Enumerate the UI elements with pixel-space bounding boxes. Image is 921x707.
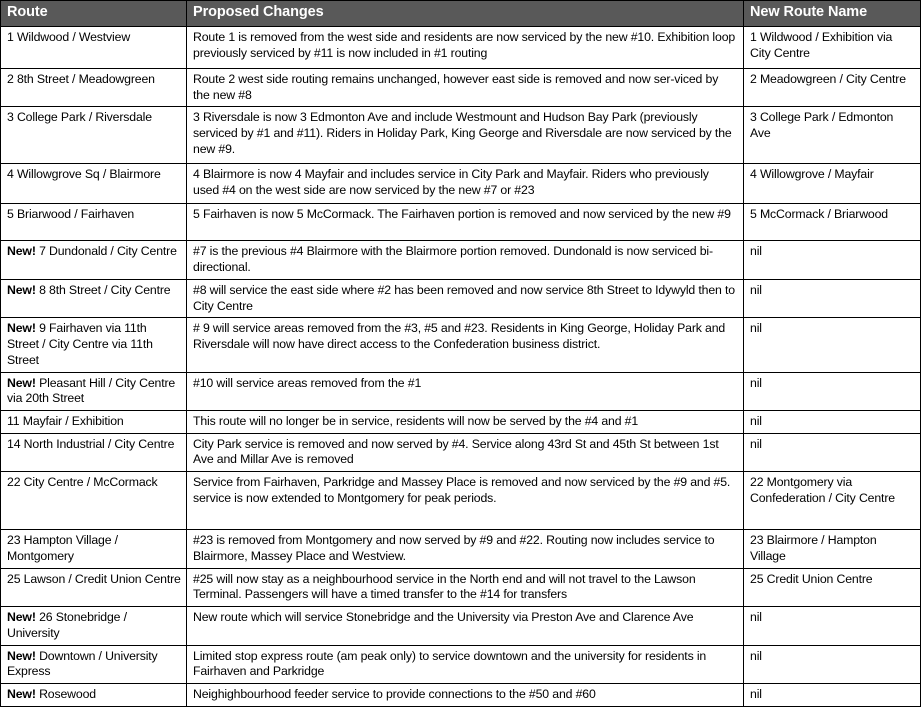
route-cell bbox=[1, 372, 187, 410]
new-route-badge: New! bbox=[7, 687, 36, 702]
table-row bbox=[1, 684, 921, 707]
table-row bbox=[1, 68, 921, 106]
route-name: 1 Wildwood / Westview bbox=[7, 29, 131, 44]
proposed-changes-cell: #7 is the previous #4 Blairmore with the Blairmore portion removed. Dundonald is now serviced bi-directional. bbox=[187, 241, 744, 279]
route-cell bbox=[1, 530, 187, 568]
route-name: 5 Briarwood / Fairhaven bbox=[7, 207, 135, 222]
new-route-name-cell: nil bbox=[744, 645, 921, 683]
proposed-changes-cell: This route will no longer be in service, residents will now be served by the #4 and #1 bbox=[187, 411, 744, 434]
new-route-name-cell: 1 Wildwood / Exhibition via City Centre bbox=[744, 26, 921, 68]
route-name: 26 Stonebridge / University bbox=[7, 610, 127, 640]
new-route-name-cell: 23 Blairmore / Hampton Village bbox=[744, 530, 921, 568]
route-cell bbox=[1, 279, 187, 317]
table-row bbox=[1, 607, 921, 645]
route-cell bbox=[1, 607, 187, 645]
proposed-changes-cell: #23 is removed from Montgomery and now served by #9 and #22. Routing now includes service to Blairmore, Massey Place and Westview. bbox=[187, 530, 744, 568]
proposed-changes-cell: New route which will service Stonebridge and the University via Preston Ave and Clarence Ave bbox=[187, 607, 744, 645]
route-name: 7 Dundonald / City Centre bbox=[39, 244, 177, 259]
proposed-changes-cell: Service from Fairhaven, Parkridge and Massey Place is removed and now serviced by the #9 and #5. service is now extended to Montgomery for peak periods. bbox=[187, 472, 744, 530]
column-header-new-route-name: New Route Name bbox=[744, 1, 921, 27]
route-name: 25 Lawson / Credit Union Centre bbox=[7, 571, 181, 586]
route-cell bbox=[1, 472, 187, 530]
new-route-badge: New! bbox=[7, 321, 36, 336]
route-name: 8 8th Street / City Centre bbox=[39, 282, 171, 297]
proposed-changes-cell: Limited stop express route (am peak only) to service downtown and the university for residents in Fairhaven and Parkridge bbox=[187, 645, 744, 683]
proposed-changes-cell: #8 will service the east side where #2 has been removed and now service 8th Street to Idywyld then to City Centre bbox=[187, 279, 744, 317]
proposed-changes-cell: #25 will now stay as a neighbourhood service in the North end and will not travel to the Lawson Terminal. Passengers will have a timed transfer to the #14 for transfers bbox=[187, 568, 744, 606]
proposed-changes-cell: City Park service is removed and now served by #4. Service along 43rd St and 45th St between 1st Ave and Millar Ave is removed bbox=[187, 433, 744, 471]
route-cell bbox=[1, 318, 187, 372]
route-name: 9 Fairhaven via 11th Street / City Centre via 11th Street bbox=[7, 321, 153, 367]
new-route-name-cell: 25 Credit Union Centre bbox=[744, 568, 921, 606]
route-cell bbox=[1, 568, 187, 606]
new-route-name-cell: nil bbox=[744, 241, 921, 279]
table-row bbox=[1, 372, 921, 410]
proposed-changes-cell: 5 Fairhaven is now 5 McCormack. The Fairhaven portion is removed and now serviced by the new #9 bbox=[187, 204, 744, 241]
route-cell bbox=[1, 645, 187, 683]
table-row bbox=[1, 318, 921, 372]
route-name: 2 8th Street / Meadowgreen bbox=[7, 71, 155, 86]
route-name: 22 City Centre / McCormack bbox=[7, 475, 158, 490]
column-header-proposed-changes: Proposed Changes bbox=[187, 1, 744, 27]
table-header-row bbox=[1, 1, 921, 27]
route-cell bbox=[1, 433, 187, 471]
route-name: Pleasant Hill / City Centre via 20th Street bbox=[7, 375, 176, 406]
new-route-name-cell: nil bbox=[750, 687, 762, 702]
proposed-changes-cell: # 9 will service areas removed from the #3, #5 and #23. Residents in King George, Holiday Park and Riversdale will now have direct access to the Confederation business district. bbox=[187, 318, 744, 372]
new-route-badge: New! bbox=[7, 610, 36, 625]
new-route-name-cell: 4 Willowgrove / Mayfair bbox=[744, 164, 921, 204]
route-name: 4 Willowgrove Sq / Blairmore bbox=[7, 167, 161, 182]
new-route-name-cell: nil bbox=[744, 411, 921, 434]
table-row bbox=[1, 164, 921, 204]
new-route-name-cell: 3 College Park / Edmonton Ave bbox=[744, 107, 921, 164]
proposed-changes-cell: #10 will service areas removed from the #1 bbox=[187, 372, 744, 410]
route-name: 11 Mayfair / Exhibition bbox=[7, 414, 124, 429]
route-cell bbox=[1, 26, 187, 68]
proposed-changes-cell: Route 1 is removed from the west side and residents are now serviced by the new #10. Exhibition loop previously serviced by #11 is now included in #1 routing bbox=[187, 26, 744, 68]
column-header-route: Route bbox=[1, 1, 187, 27]
table-row bbox=[1, 26, 921, 68]
table-row bbox=[1, 530, 921, 568]
table-row bbox=[1, 279, 921, 317]
new-route-badge: New! bbox=[7, 375, 36, 390]
proposed-changes-cell: 3 Riversdale is now 3 Edmonton Ave and include Westmount and Hudson Bay Park (previously serviced by #1 and #11). Riders in Holiday Park, King George and Riversdale are now serviced by the new #9. bbox=[187, 107, 744, 164]
table-row bbox=[1, 411, 921, 434]
route-cell bbox=[1, 107, 187, 164]
new-route-name-cell: nil bbox=[744, 372, 921, 410]
table-row bbox=[1, 107, 921, 164]
new-route-badge: New! bbox=[7, 648, 36, 663]
new-route-name-cell: 2 Meadowgreen / City Centre bbox=[744, 68, 921, 106]
route-name: Rosewood bbox=[39, 687, 96, 702]
table-row bbox=[1, 433, 921, 471]
table-row bbox=[1, 568, 921, 606]
table-header bbox=[1, 1, 921, 27]
new-route-badge: New! bbox=[7, 244, 36, 259]
new-route-badge: New! bbox=[7, 282, 36, 297]
route-cell bbox=[1, 684, 187, 707]
proposed-changes-cell: Route 2 west side routing remains unchanged, however east side is removed and now ser-viced by the new #8 bbox=[187, 68, 744, 106]
table-row bbox=[1, 204, 921, 241]
route-cell bbox=[1, 68, 187, 106]
route-name: 23 Hampton Village / Montgomery bbox=[7, 533, 118, 563]
route-name: Downtown / University Express bbox=[7, 648, 158, 679]
table-row bbox=[1, 645, 921, 683]
route-cell bbox=[1, 411, 187, 434]
new-route-name-cell: 22 Montgomery via Confederation / City Centre bbox=[744, 472, 921, 530]
route-name: 3 College Park / Riversdale bbox=[7, 110, 152, 125]
proposed-changes-cell: Neighighbourhood feeder service to provide connections to the #50 and #60 bbox=[187, 684, 744, 707]
route-cell bbox=[1, 241, 187, 279]
table-body bbox=[1, 26, 921, 706]
route-cell bbox=[1, 204, 187, 241]
route-name: 14 North Industrial / City Centre bbox=[7, 436, 175, 451]
new-route-name-cell: 5 McCormack / Briarwood bbox=[744, 204, 921, 241]
new-route-name-cell: nil bbox=[744, 433, 921, 471]
new-route-name-cell: nil bbox=[744, 607, 921, 645]
proposed-changes-cell: 4 Blairmore is now 4 Mayfair and includes service in City Park and Mayfair. Riders who previously used #4 on the west side are now serviced by the new #7 or #23 bbox=[187, 164, 744, 204]
route-cell bbox=[1, 164, 187, 204]
new-route-name-cell: nil bbox=[744, 318, 921, 372]
table-row bbox=[1, 241, 921, 279]
table-row bbox=[1, 472, 921, 530]
new-route-name-cell: nil bbox=[744, 279, 921, 317]
